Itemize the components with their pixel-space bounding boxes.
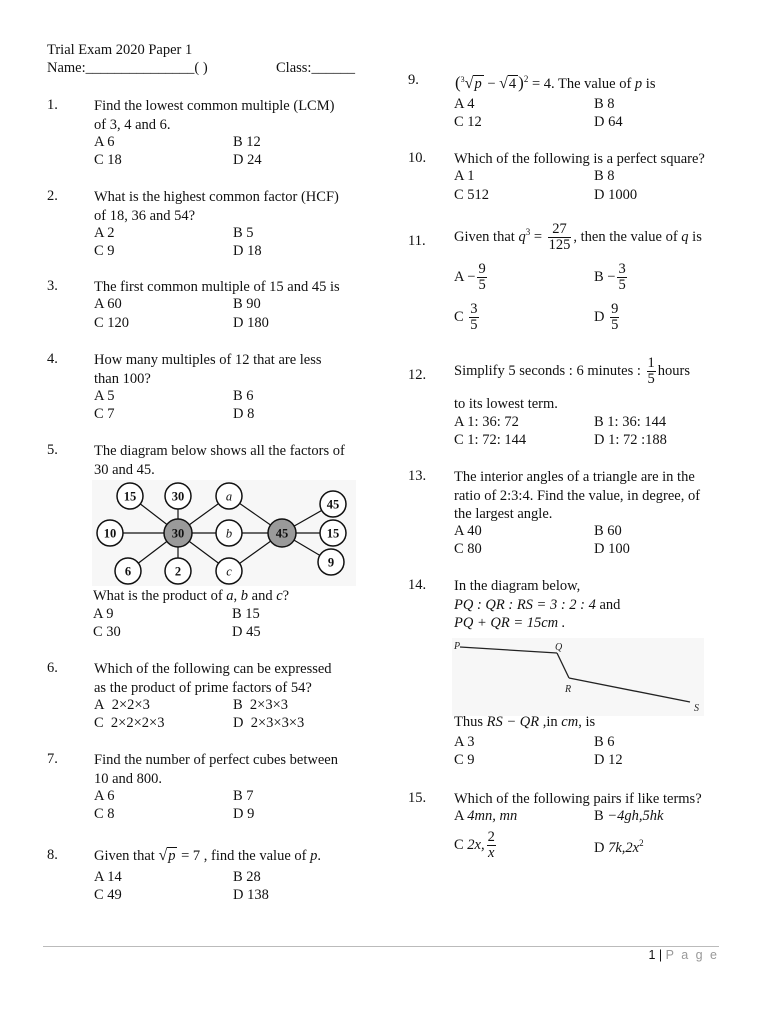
node-label: 9 xyxy=(327,555,335,570)
question-number: 9. xyxy=(408,72,419,88)
option-b[interactable]: B 8 xyxy=(594,96,615,112)
option-d[interactable]: D 18 xyxy=(233,243,262,259)
q5-option-b[interactable]: B 15 xyxy=(232,606,260,622)
footer-divider xyxy=(43,946,719,947)
option-b[interactable]: B −4gh,5hk xyxy=(594,808,664,824)
question-number: 13. xyxy=(408,468,427,484)
question-8 xyxy=(47,844,367,914)
option-b[interactable]: B 90 xyxy=(233,296,261,312)
question-number: 2. xyxy=(47,188,58,204)
node-label: 10 xyxy=(103,526,117,541)
point-label-p: P xyxy=(454,641,461,652)
option-c[interactable]: C 7 xyxy=(94,406,115,422)
question-number: 8. xyxy=(47,847,58,863)
exam-title: Trial Exam 2020 Paper 1 xyxy=(47,42,193,58)
node-label: 15 xyxy=(326,526,340,541)
option-c[interactable]: C 512 xyxy=(454,187,490,203)
q5-option-a[interactable]: A 9 xyxy=(93,606,114,622)
fraction-1-5: $\frac{1}{5}$ xyxy=(647,355,655,388)
option-d[interactable]: D 64 xyxy=(594,114,623,130)
option-a[interactable]: A 1 xyxy=(454,168,475,184)
sum-expression: PQ + QR = 15cm . xyxy=(454,615,566,631)
option-c[interactable]: C 120 xyxy=(94,315,130,331)
question-text: What is the highest common factor (HCF) of 18, 36 and 54? xyxy=(94,189,339,224)
option-a[interactable]: A 14 xyxy=(94,869,122,885)
option-b[interactable]: B 2×3×3 xyxy=(233,697,289,713)
option-a[interactable]: A 6 xyxy=(94,134,115,150)
option-b[interactable]: B 1: 36: 144 xyxy=(594,414,667,430)
option-a[interactable]: A 4mn, mn xyxy=(454,808,518,824)
option-c[interactable]: C 12 xyxy=(454,114,482,130)
cube-root-sign: √ xyxy=(464,74,474,92)
question-text: Given that $q^3$ = $\frac{27}{125}$ , then the value of q is xyxy=(454,221,702,254)
option-b[interactable]: B 28 xyxy=(233,869,261,885)
point-label-q: Q xyxy=(555,642,563,653)
option-c[interactable]: C 80 xyxy=(454,541,482,557)
diagram-background xyxy=(452,638,704,716)
question-number: 5. xyxy=(47,442,58,458)
option-a[interactable]: A 4 xyxy=(454,96,475,112)
option-a[interactable]: A 5 xyxy=(94,388,115,404)
sqrt-sign: √ xyxy=(499,74,508,92)
question-5-followup: What is the product of a, b and c? xyxy=(93,588,290,604)
question-text: The interior angles of a triangle are in the ratio of 2:3:4. Find the value, in degree, of the largest angle. xyxy=(454,469,701,522)
node-label: 45 xyxy=(326,497,340,512)
question-text: In the diagram below, PQ : QR : RS = 3 : 2 : 4 and PQ + QR = 15cm . xyxy=(454,578,621,631)
option-b[interactable]: B − $\frac{3}{5}$ xyxy=(594,261,626,294)
q14-option-a[interactable]: A 3 xyxy=(454,734,475,750)
question-number: 12. xyxy=(408,367,427,383)
question-number: 7. xyxy=(47,751,58,767)
option-c[interactable]: C $\frac{3}{5}$ xyxy=(454,301,478,334)
question-13 xyxy=(408,468,728,568)
question-6 xyxy=(47,660,367,740)
question-number: 11. xyxy=(408,233,426,249)
page-label: P a g e xyxy=(665,948,719,962)
option-d[interactable]: D $7k,2x^2$ xyxy=(594,838,644,856)
node-label: 45 xyxy=(275,526,289,541)
node-label: 30 xyxy=(171,526,185,541)
option-d[interactable]: D 1000 xyxy=(594,187,638,203)
question-3 xyxy=(47,278,367,338)
option-a[interactable]: A − $\frac{9}{5}$ xyxy=(454,261,486,294)
option-b[interactable]: B 5 xyxy=(233,225,254,241)
page-number: 1 xyxy=(648,948,656,962)
option-a[interactable]: A 1: 36: 72 xyxy=(454,414,519,430)
node-label-c: c xyxy=(226,564,232,579)
q5-option-c[interactable]: C 30 xyxy=(93,624,121,640)
option-a[interactable]: A 2×2×3 xyxy=(94,697,150,713)
option-a[interactable]: A 6 xyxy=(94,788,115,804)
option-d[interactable]: D 138 xyxy=(233,887,269,903)
question-11 xyxy=(408,222,728,340)
question-10 xyxy=(408,150,728,210)
option-c[interactable]: C 1: 72: 144 xyxy=(454,432,527,448)
name-field-label: Name:_______________( ) xyxy=(47,60,208,76)
fraction-27-125: $\frac{27}{125}$ xyxy=(548,221,571,254)
question-text: The first common multiple of 15 and 45 is xyxy=(94,279,340,295)
option-d[interactable]: D 180 xyxy=(233,315,269,331)
question-9 xyxy=(408,68,728,138)
question-12-line2: to its lowest term. xyxy=(454,396,558,412)
question-number: 10. xyxy=(408,150,427,166)
question-1 xyxy=(47,97,367,177)
question-4 xyxy=(47,351,367,431)
ratio-expression: PQ : QR : RS = 3 : 2 : 4 xyxy=(454,596,596,613)
question-number: 15. xyxy=(408,790,427,806)
question-text: Given that √p = 7 , find the value of p. xyxy=(94,847,321,864)
option-c[interactable]: C 8 xyxy=(94,806,115,822)
option-a[interactable]: A 2 xyxy=(94,225,115,241)
option-d[interactable]: D 24 xyxy=(233,152,262,168)
node-label: 15 xyxy=(123,489,137,504)
option-b[interactable]: B 60 xyxy=(594,523,622,539)
question-12 xyxy=(408,356,728,456)
class-field-label: Class:______ xyxy=(276,60,355,76)
point-label-r: R xyxy=(565,684,572,695)
q14-option-c[interactable]: C 9 xyxy=(454,752,475,768)
question-text: The diagram below shows all the factors of 30 and 45. xyxy=(94,443,345,478)
question-2 xyxy=(47,188,367,268)
option-b[interactable]: B 8 xyxy=(594,168,615,184)
question-number: 6. xyxy=(47,660,58,676)
question-text: ($^3$√p − √4 )$^2$ = 4. The value of p is xyxy=(455,72,656,92)
question-number: 4. xyxy=(47,351,58,367)
question-14 xyxy=(408,577,728,637)
node-label: 2 xyxy=(174,564,182,579)
node-label-b: b xyxy=(225,526,233,541)
option-b[interactable]: B 12 xyxy=(233,134,261,150)
question-text: Find the lowest common multiple (LCM) of 3, 4 and 6. xyxy=(94,98,335,133)
option-c[interactable]: C 2x, $\frac{2}{x}$ xyxy=(454,829,495,862)
node-label: 6 xyxy=(124,564,132,579)
q14-option-b[interactable]: B 6 xyxy=(594,734,615,750)
question-text: Simplify 5 seconds : 6 minutes : $\frac{1}{5}$ hours xyxy=(454,355,690,388)
option-b[interactable]: B 7 xyxy=(233,788,254,804)
page-footer: 1 | P a g e xyxy=(648,948,719,962)
option-d[interactable]: D 100 xyxy=(594,541,630,557)
option-d[interactable]: D 2×3×3×3 xyxy=(233,715,305,731)
option-c[interactable]: C 18 xyxy=(94,152,122,168)
option-c[interactable]: C 49 xyxy=(94,887,122,903)
question-15 xyxy=(408,790,728,870)
option-a[interactable]: A 40 xyxy=(454,523,482,539)
question-number: 1. xyxy=(47,97,58,113)
question-text: Which of the following can be expressed as the product of prime factors of 54? xyxy=(94,661,332,696)
factors-diagram xyxy=(92,480,356,586)
question-text: Find the number of perfect cubes between 10 and 800. xyxy=(94,752,338,787)
option-b[interactable]: B 6 xyxy=(233,388,254,404)
question-14-thus: Thus RS − QR ,in cm, is xyxy=(454,714,596,730)
question-number: 14. xyxy=(408,577,427,593)
option-d[interactable]: D 1: 72 :188 xyxy=(594,432,667,448)
node-label-a: a xyxy=(225,489,233,504)
q5-option-d[interactable]: D 45 xyxy=(232,624,261,640)
option-c[interactable]: C 9 xyxy=(94,243,115,259)
option-c[interactable]: C 2×2×2×3 xyxy=(94,715,165,731)
sqrt-sign: √ xyxy=(158,847,168,864)
node-label: 30 xyxy=(171,489,185,504)
option-a[interactable]: A 60 xyxy=(94,296,122,312)
question-7 xyxy=(47,751,367,831)
option-d[interactable]: D $\frac{9}{5}$ xyxy=(594,301,619,334)
question-text: Which of the following is a perfect square? xyxy=(454,151,705,167)
question-text: How many multiples of 12 that are less than 100? xyxy=(94,352,322,387)
point-label-s: S xyxy=(694,703,699,714)
q14-option-d[interactable]: D 12 xyxy=(594,752,623,768)
option-d[interactable]: D 9 xyxy=(233,806,255,822)
line-segments-diagram xyxy=(452,638,704,716)
question-text: Which of the following pairs if like terms? xyxy=(454,791,702,807)
question-number: 3. xyxy=(47,278,58,294)
option-d[interactable]: D 8 xyxy=(233,406,255,422)
